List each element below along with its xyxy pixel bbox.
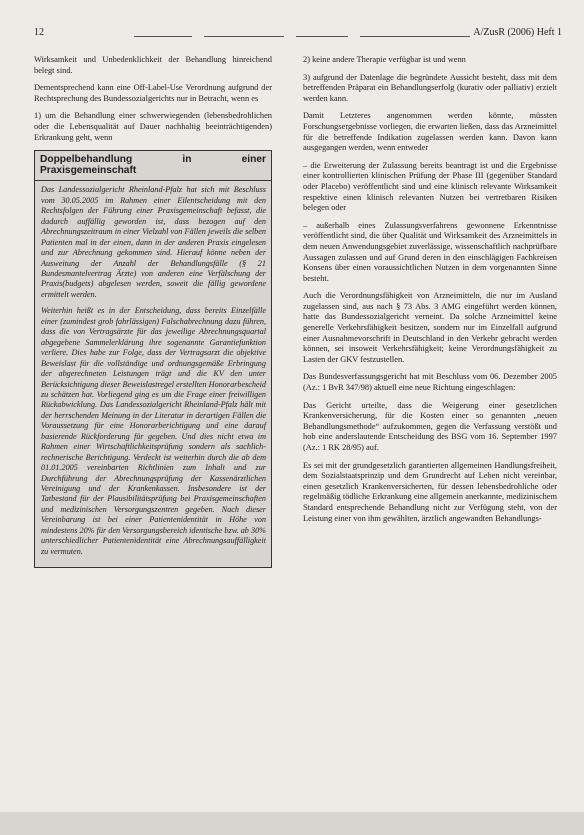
page-header xyxy=(34,27,562,43)
paragraph: Wirksamkeit und Unbedenklichkeit der Behandlung hinreichend belegt sind. xyxy=(34,55,272,75)
header-rule xyxy=(204,36,284,37)
box-heading: Doppelbehandlung in einer Praxisgemeinschaft xyxy=(35,151,271,181)
paragraph: 3) aufgrund der Datenlage die begründete Aussicht besteht, dass mit dem betreffenden Präparat ein Behandlungserfolg (kurativ oder palliativ) erzielt werden kann. xyxy=(303,72,557,103)
paragraph: 1) um die Behandlung einer schwerwiegenden (lebensbedrohlichen oder die Lebensqualität auf Dauer nachhaltig beeinträchtigenden) Erkrankung geht, wenn xyxy=(34,111,272,142)
header-rule xyxy=(134,36,192,37)
paragraph: Es sei mit der grundgesetzlich garantierten allgemeinen Handlungsfreiheit, dem Sozialstaatsprinzip und dem Grundrecht auf Leben nicht vereinbar, einen gesetzlich Krankenversicherten, für dessen lebensbedrohliche oder regelmäßig tödliche Erkrankung eine allgemein anerkannte, medizinischem Standard entsprechende Behandlung nicht zur Verfügung steht, von der Leistung einer von ihm gewählten, ärztlich angewandten Behandlungs- xyxy=(303,460,557,523)
right-column xyxy=(303,55,557,531)
header-rule xyxy=(296,36,348,37)
paragraph: 2) keine andere Therapie verfügbar ist und wenn xyxy=(303,55,466,64)
left-column xyxy=(34,55,272,568)
box-body xyxy=(35,181,271,567)
paragraph: Das Gericht urteilte, dass die Weigerung einer gesetzlichen Krankenversicherung, für die Kosten einer so genannten „neuen Behandlungsmethode“ aufzukommen, gegen die Verfassung verstößt und hob eine anderslautende Entscheidung des BSG vom 16. September 1997 (Az.: 1 RK 28/95) auf. xyxy=(303,400,557,452)
scan-bottom-margin xyxy=(0,812,584,835)
box-paragraph: Das Landessozialgericht Rheinland-Pfalz hat sich mit Beschluss vom 30.05.2005 im Rahmen einer Eilentscheidung mit den Rechtsfolgen der Führung einer Praxisgemeinschaft befasst, die dadurch auffällig geworden ist, dass bezogen auf den Abrechnungszeitraum in einer Vielzahl von Fällen jeweils die selben Patienten mal in der einen, dann in der anderen Praxis eingelesen und zur Abrechnung gekommen sind. Hierauf könne neben der Ausweitung der Anzahl der Behandlungsfälle (§ 21 Bundesmantelvertrag Ärzte) von anderen eine Verfälschung der Praxis(budgets) abgelesen werden, soweit die fällig gewordene ermittelt werden. xyxy=(41,185,266,299)
paragraph: – die Erweiterung der Zulassung bereits beantragt ist und die Ergebnisse einer kontrollierten klinischen Prüfung der Phase III (gegenüber Standard oder Placebo) veröffentlicht sind und eine klinisch relevante Wirksamkeit respektive einen klinisch relevanten Nutzen bei vertretbaren Risiken belegen oder xyxy=(303,160,557,213)
page-number: 12 xyxy=(34,27,44,38)
journal-reference: A/ZusR (2006) Heft 1 xyxy=(473,27,562,38)
box-paragraph: Weiterhin heißt es in der Entscheidung, dass bereits Einzelfälle einer (zumindest grob fahrlässigen) Falschabrechnung dazu führen, dass die von Vertragsärzte für das jeweilige Abrechnungsquartal abgegebene Sammelerklärung ihre sogenannte Garantiefunktion verliere. Dies habe zur Folge, dass der Vertragsarzt die objektive Beweislast für die vollständige und ordnungsgemäße Erbringung der abgerechneten Leistungen trägt und die KV den unter Berücksichtigung dieser Beweislastregel erstellten Honorarbescheid zu schätzen hat. Vorliegend ging es um die Frage einer freiwilligen Rückabwicklung. Das Landessozialgericht Rheinland-Pfalz hält mit der herrschenden Meinung in der Literatur in derartigen Fällen die Voraussetzung für eine Honorarberichtigung und eine darauf basierende Rückforderung für gegeben. Und dies nicht etwa im Rahmen einer Wirtschaftlichkeitsprüfung sondern als sachlich-rechnerische Berichtigung. Verdeckt ist weiterhin durch die ab dem 01.01.2005 vereinbarten Richtlinien zum Inhalt und zur Durchführung der Abrechnungsprüfung der Kassenärztlichen Vereinigung und der Krankenkassen. Insbesondere ist der Tatbestand für der Plausibilitätsprüfung bei Praxisgemeinschaften und medizinischen Versorgungszentren gegeben. Nach dieser Vereinbarung ist bei einer Patientenidentität in Höhe von mindestens 20% für den Versorgungsbereich identische bzw. ab 30% unterschiedlicher Patientenidentität eine Abrechnungsauffälligkeit zu vermuten. xyxy=(41,306,266,556)
header-rule xyxy=(360,36,470,37)
paragraph: Das Bundesverfassungsgericht hat mit Beschluss vom 06. Dezember 2005 (Az.: 1 BvR 347/98) aktuell eine neue Richtung eingeschlagen: xyxy=(303,372,557,393)
paragraph: Auch die Verordnungsfähigkeit von Arzneimitteln, die nur im Ausland zugelassen sind, aus nach § 73 Abs. 3 AMG eingeführt werden können, hatte das Bundessozialgericht verneint. Da solche Arzneimittel keine generelle Verkehrsfähigkeit besitzen, sondern nur im Einzelfall aufgrund einer Ausnahmevorschrift in Deutschland in den Verkehr gebracht werden können, sei insoweit Verkehrsfähigkeit; keine Verordnungsfähigkeit zu Lasten der GKV festzustellen. xyxy=(303,291,557,364)
paragraph: – außerhalb eines Zulassungsverfahrens gewonnene Erkenntnisse veröffentlicht sind, die über Qualität und Wirksamkeit des Arzneimittels in dem neuen Anwendungsgebiet zuverlässige, wissenschaftlich nachprüfbare Aussagen zulassen und auf Grund deren in den einschlägigen Fachkreisen Konsens über einen voraussichtlichen Nutzen in dem vorgenannten Sinne besteht. xyxy=(303,220,557,283)
info-box xyxy=(34,150,272,568)
paragraph: Damit Letzteres angenommen werden könnte, müssten Forschungsergebnisse vorliegen, die erwarten ließen, dass das Arzneimittel für die betreffende Indikation zugelassen werden kann. Davon kann ausgegangen werden, wenn entweder xyxy=(303,111,557,153)
paragraph: Dementsprechend kann eine Off-Label-Use Verordnung aufgrund der Rechtsprechung des Bundessozialgerichts nur in Betracht, wenn es xyxy=(34,83,272,103)
